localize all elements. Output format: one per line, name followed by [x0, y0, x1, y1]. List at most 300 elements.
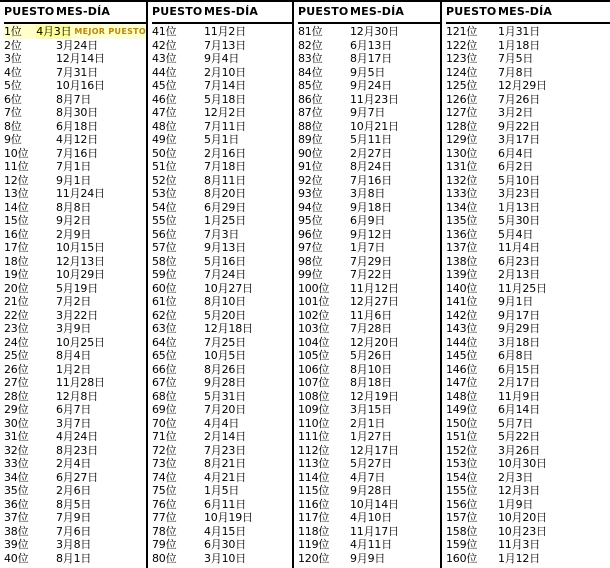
rank-value: 95位 — [298, 214, 323, 227]
table-row — [298, 538, 440, 552]
header-rank-label: PUESTO — [298, 5, 349, 18]
date-value: 7月9日 — [56, 511, 92, 524]
date-value: 6月2日 — [498, 160, 534, 173]
rank-value: 80位 — [152, 551, 177, 565]
date-value: 7月5日 — [498, 52, 534, 65]
rank-value: 35位 — [4, 484, 29, 497]
table-row — [152, 66, 292, 80]
date-value: 5月30日 — [498, 214, 540, 227]
date-value: 4月12日 — [56, 133, 98, 146]
date-value: 9月12日 — [350, 227, 392, 241]
date-value: 1月27日 — [350, 430, 392, 443]
table-row — [298, 282, 440, 296]
rank-value: 28位 — [4, 389, 29, 403]
date-value: 10月25日 — [56, 335, 105, 349]
table-row — [4, 66, 146, 80]
table-row — [446, 268, 610, 282]
table-row — [152, 228, 292, 242]
table-row — [152, 525, 292, 539]
table-row — [152, 349, 292, 363]
table-row — [298, 187, 440, 201]
rank-value: 26位 — [4, 362, 29, 376]
date-value: 8月11日 — [204, 173, 246, 187]
date-value: 8月10日 — [350, 362, 392, 376]
table-row — [4, 336, 146, 350]
date-value: 9月5日 — [350, 65, 386, 79]
rank-value: 54位 — [152, 200, 177, 214]
rank-value: 86位 — [298, 92, 323, 106]
date-value: 6月29日 — [204, 200, 246, 214]
rank-value: 119位 — [298, 538, 330, 551]
rank-value: 105位 — [298, 349, 330, 362]
table-row — [152, 430, 292, 444]
rank-value: 142位 — [446, 308, 478, 322]
table-row — [446, 552, 610, 566]
date-value: 4月15日 — [204, 524, 246, 538]
date-value: 4月3日 — [36, 25, 72, 38]
table-row — [4, 511, 146, 525]
date-value: 3月18日 — [498, 335, 540, 349]
rank-value: 106位 — [298, 362, 330, 376]
date-value: 7月13日 — [204, 38, 246, 52]
rank-value: 120位 — [298, 551, 330, 565]
rank-value: 15位 — [4, 214, 29, 227]
date-value: 9月18日 — [350, 200, 392, 214]
rank-value: 159位 — [446, 538, 478, 551]
rank-value: 131位 — [446, 160, 478, 173]
rank-value: 78位 — [152, 524, 177, 538]
rank-value: 68位 — [152, 389, 177, 403]
date-value: 7月3日 — [204, 227, 240, 241]
date-value: 12月3日 — [498, 484, 540, 497]
date-value: 7月1日 — [56, 160, 92, 173]
rank-value: 59位 — [152, 268, 177, 281]
rank-value: 32位 — [4, 443, 29, 457]
table-row — [152, 133, 292, 147]
table-row — [4, 471, 146, 485]
table-row — [298, 52, 440, 66]
date-value: 4月10日 — [350, 511, 392, 524]
date-value: 9月28日 — [350, 484, 392, 497]
rank-value: 114位 — [298, 470, 330, 484]
table-row — [298, 120, 440, 134]
table-row — [298, 133, 440, 147]
rank-value: 117位 — [298, 511, 330, 524]
table-row — [446, 106, 610, 120]
rank-value: 57位 — [152, 241, 177, 254]
table-row — [4, 444, 146, 458]
rank-value: 84位 — [298, 65, 323, 79]
rank-value: 42位 — [152, 38, 177, 52]
date-value: 10月20日 — [498, 511, 547, 524]
date-value: 2月1日 — [350, 416, 386, 430]
date-value: 5月26日 — [350, 349, 392, 362]
date-value: 10月30日 — [498, 457, 547, 470]
rank-value: 125位 — [446, 79, 478, 92]
date-value: 4月24日 — [56, 430, 98, 443]
rank-value: 160位 — [446, 551, 478, 565]
table-row — [298, 484, 440, 498]
table-row — [152, 498, 292, 512]
table-row — [446, 214, 610, 228]
rows-list — [446, 25, 610, 565]
rank-value: 138位 — [446, 254, 478, 268]
rank-value: 63位 — [152, 322, 177, 335]
rows-list — [298, 25, 440, 565]
rank-value: 9位 — [4, 133, 22, 146]
date-value: 10月15日 — [56, 241, 105, 254]
table-row — [298, 444, 440, 458]
date-value: 2月13日 — [498, 268, 540, 281]
table-row — [4, 498, 146, 512]
date-value: 2月9日 — [56, 227, 92, 241]
rows-list — [4, 25, 146, 565]
best-rank-note: MEJOR PUESTO — [74, 27, 146, 36]
table-row — [4, 147, 146, 161]
rank-value: 113位 — [298, 457, 330, 470]
date-value: 6月11日 — [204, 497, 246, 511]
table-row — [298, 390, 440, 404]
rank-value: 61位 — [152, 295, 177, 308]
date-value: 2月27日 — [350, 146, 392, 160]
rank-value: 133位 — [446, 187, 478, 200]
rank-value: 8位 — [4, 119, 22, 133]
date-value: 3月24日 — [56, 38, 98, 52]
rank-value: 46位 — [152, 92, 177, 106]
date-value: 5月27日 — [350, 457, 392, 470]
date-value: 12月17日 — [350, 443, 399, 457]
date-value: 2月6日 — [56, 484, 92, 497]
date-value: 1月12日 — [498, 551, 540, 565]
date-value: 1月13日 — [498, 200, 540, 214]
date-value: 3月2日 — [498, 106, 534, 119]
table-row — [298, 295, 440, 309]
rank-value: 148位 — [446, 389, 478, 403]
date-value: 2月3日 — [498, 470, 534, 484]
table-row — [152, 160, 292, 174]
header-date-label: MES-DÍA — [204, 5, 259, 18]
rank-value: 10位 — [4, 146, 29, 160]
table-row — [4, 363, 146, 377]
rank-value: 143位 — [446, 322, 478, 335]
date-value: 10月21日 — [350, 119, 399, 133]
date-value: 7月29日 — [350, 254, 392, 268]
table-row — [446, 336, 610, 350]
rank-value: 21位 — [4, 295, 29, 308]
date-value: 5月31日 — [204, 389, 246, 403]
rank-value: 45位 — [152, 79, 177, 92]
header-date-label: MES-DÍA — [350, 5, 405, 18]
table-row — [446, 241, 610, 255]
date-value: 1月2日 — [56, 362, 92, 376]
date-value: 3月8日 — [56, 538, 92, 551]
date-value: 2月10日 — [204, 65, 246, 79]
table-row — [298, 25, 440, 39]
table-row — [152, 403, 292, 417]
date-value: 12月30日 — [350, 25, 399, 38]
rank-value: 147位 — [446, 376, 478, 389]
rank-value: 98位 — [298, 254, 323, 268]
date-value: 11月24日 — [56, 187, 105, 200]
date-value: 6月23日 — [498, 254, 540, 268]
rank-value: 153位 — [446, 457, 478, 470]
date-value: 8月8日 — [56, 200, 92, 214]
date-value: 8月30日 — [56, 106, 98, 119]
rank-value: 27位 — [4, 376, 29, 389]
table-row — [446, 201, 610, 215]
rank-value: 103位 — [298, 322, 330, 335]
date-value: 2月17日 — [498, 376, 540, 389]
header-rank-label: PUESTO — [446, 5, 497, 18]
table-row — [4, 93, 146, 107]
table-row — [446, 295, 610, 309]
rank-value: 16位 — [4, 227, 29, 241]
date-value: 7月24日 — [204, 268, 246, 281]
date-value: 7月6日 — [56, 524, 92, 538]
table-row — [152, 268, 292, 282]
rank-value: 156位 — [446, 497, 478, 511]
header-date-label: MES-DÍA — [498, 5, 553, 18]
rank-value: 136位 — [446, 227, 478, 241]
table-row — [298, 511, 440, 525]
date-value: 11月17日 — [350, 524, 399, 538]
table-row — [298, 93, 440, 107]
rank-value: 39位 — [4, 538, 29, 551]
table-row — [152, 322, 292, 336]
rank-value: 88位 — [298, 119, 323, 133]
date-value: 3月15日 — [350, 403, 392, 416]
date-value: 1月9日 — [498, 497, 534, 511]
date-value: 8月4日 — [56, 349, 92, 362]
date-value: 11月25日 — [498, 281, 547, 295]
rank-value: 51位 — [152, 160, 177, 173]
date-value: 12月29日 — [498, 79, 547, 92]
table-row — [446, 430, 610, 444]
table-row — [446, 444, 610, 458]
rank-value: 129位 — [446, 133, 478, 146]
table-row — [446, 498, 610, 512]
table-row — [4, 120, 146, 134]
rank-value: 17位 — [4, 241, 29, 254]
table-row — [446, 282, 610, 296]
rank-value: 154位 — [446, 470, 478, 484]
rank-value: 40位 — [4, 551, 29, 565]
rank-value: 18位 — [4, 254, 29, 268]
date-value: 2月14日 — [204, 430, 246, 443]
table-row — [152, 174, 292, 188]
rank-value: 3位 — [4, 52, 22, 65]
table-row — [4, 309, 146, 323]
table-row — [446, 255, 610, 269]
rank-value: 71位 — [152, 430, 177, 443]
date-value: 1月25日 — [204, 214, 246, 227]
table-row — [446, 66, 610, 80]
table-row — [152, 309, 292, 323]
table-row — [298, 241, 440, 255]
rank-value: 49位 — [152, 133, 177, 146]
table-row — [446, 538, 610, 552]
rank-value: 139位 — [446, 268, 478, 281]
table-row — [446, 322, 610, 336]
rank-value: 38位 — [4, 524, 29, 538]
date-value: 5月11日 — [350, 133, 392, 146]
date-value: 5月18日 — [204, 92, 246, 106]
rank-value: 48位 — [152, 119, 177, 133]
table-row — [298, 79, 440, 93]
date-value: 5月10日 — [498, 173, 540, 187]
rank-value: 83位 — [298, 52, 323, 65]
rank-value: 121位 — [446, 25, 478, 38]
rank-value: 67位 — [152, 376, 177, 389]
rank-value: 1位 — [4, 25, 36, 39]
date-value: 7月23日 — [204, 443, 246, 457]
table-row — [298, 309, 440, 323]
date-value: 9月1日 — [56, 173, 92, 187]
date-value: 4月4日 — [204, 416, 240, 430]
table-row — [4, 241, 146, 255]
table-row — [446, 147, 610, 161]
rank-value: 73位 — [152, 457, 177, 470]
date-value: 6月15日 — [498, 362, 540, 376]
rank-value: 24位 — [4, 335, 29, 349]
table-row — [152, 25, 292, 39]
table-row — [152, 484, 292, 498]
date-value: 7月18日 — [204, 160, 246, 173]
table-row — [298, 174, 440, 188]
rank-value: 20位 — [4, 281, 29, 295]
rank-value: 56位 — [152, 227, 177, 241]
table-row — [298, 498, 440, 512]
date-value: 6月13日 — [350, 38, 392, 52]
date-value: 6月8日 — [498, 349, 534, 362]
date-value: 6月9日 — [350, 214, 386, 227]
table-row — [4, 79, 146, 93]
table-row — [4, 538, 146, 552]
rank-value: 99位 — [298, 268, 323, 281]
date-value: 9月22日 — [498, 119, 540, 133]
table-row — [446, 471, 610, 485]
rank-value: 118位 — [298, 524, 330, 538]
rank-value: 29位 — [4, 403, 29, 416]
rows-list — [152, 25, 292, 565]
rank-value: 140位 — [446, 281, 478, 295]
rank-value: 65位 — [152, 349, 177, 362]
date-value: 8月26日 — [204, 362, 246, 376]
rank-value: 155位 — [446, 484, 478, 497]
rank-column-3 — [294, 2, 442, 568]
date-value: 2月16日 — [204, 146, 246, 160]
rank-value: 134位 — [446, 200, 478, 214]
rank-value: 58位 — [152, 254, 177, 268]
table-row — [4, 552, 146, 566]
rank-value: 72位 — [152, 443, 177, 457]
date-value: 11月12日 — [350, 281, 399, 295]
rank-value: 90位 — [298, 146, 323, 160]
rank-value: 62位 — [152, 308, 177, 322]
table-row — [298, 322, 440, 336]
table-row — [446, 457, 610, 471]
rank-value: 85位 — [298, 79, 323, 92]
header-rank-label: PUESTO — [152, 5, 203, 18]
date-value: 10月23日 — [498, 524, 547, 538]
rank-value: 110位 — [298, 416, 330, 430]
date-value: 7月11日 — [204, 119, 246, 133]
table-row — [446, 403, 610, 417]
rank-value: 2位 — [4, 38, 22, 52]
rank-value: 115位 — [298, 484, 330, 497]
rank-value: 87位 — [298, 106, 323, 119]
table-row — [152, 417, 292, 431]
rank-value: 112位 — [298, 443, 330, 457]
date-value: 12月27日 — [350, 295, 399, 308]
table-row — [4, 174, 146, 188]
date-value: 5月22日 — [498, 430, 540, 443]
columns-container — [0, 2, 610, 568]
table-row — [4, 133, 146, 147]
table-row — [152, 201, 292, 215]
table-row — [446, 25, 610, 39]
table-row — [298, 403, 440, 417]
date-value: 11月23日 — [350, 92, 399, 106]
table-row — [298, 201, 440, 215]
table-row — [446, 228, 610, 242]
rank-value: 14位 — [4, 200, 29, 214]
table-row — [298, 349, 440, 363]
table-row — [152, 552, 292, 566]
rank-value: 25位 — [4, 349, 29, 362]
rank-value: 64位 — [152, 335, 177, 349]
rank-value: 122位 — [446, 38, 478, 52]
table-row — [446, 525, 610, 539]
table-row — [446, 484, 610, 498]
table-row — [298, 106, 440, 120]
table-row — [298, 147, 440, 161]
rank-value: 124位 — [446, 65, 478, 79]
rank-value: 151位 — [446, 430, 478, 443]
rank-value: 104位 — [298, 335, 330, 349]
table-row — [446, 133, 610, 147]
date-value: 6月4日 — [498, 146, 534, 160]
table-row — [446, 363, 610, 377]
rank-value: 150位 — [446, 416, 478, 430]
table-row — [4, 295, 146, 309]
column-header — [152, 4, 292, 24]
rank-value: 96位 — [298, 227, 323, 241]
table-row — [4, 52, 146, 66]
date-value: 12月13日 — [56, 254, 105, 268]
table-row — [446, 79, 610, 93]
rank-value: 94位 — [298, 200, 323, 214]
date-value: 8月21日 — [204, 457, 246, 470]
rank-value: 75位 — [152, 484, 177, 497]
table-row — [4, 390, 146, 404]
date-value: 6月7日 — [56, 403, 92, 416]
date-value: 7月16日 — [350, 173, 392, 187]
column-header — [4, 4, 146, 24]
table-row — [4, 417, 146, 431]
rank-value: 77位 — [152, 511, 177, 524]
table-row — [298, 430, 440, 444]
table-row — [446, 39, 610, 53]
table-row — [446, 390, 610, 404]
rank-value: 5位 — [4, 79, 22, 92]
date-value: 11月28日 — [56, 376, 105, 389]
table-row — [446, 511, 610, 525]
date-value: 3月17日 — [498, 133, 540, 146]
table-row — [4, 25, 146, 39]
rank-value: 107位 — [298, 376, 330, 389]
table-row — [152, 93, 292, 107]
